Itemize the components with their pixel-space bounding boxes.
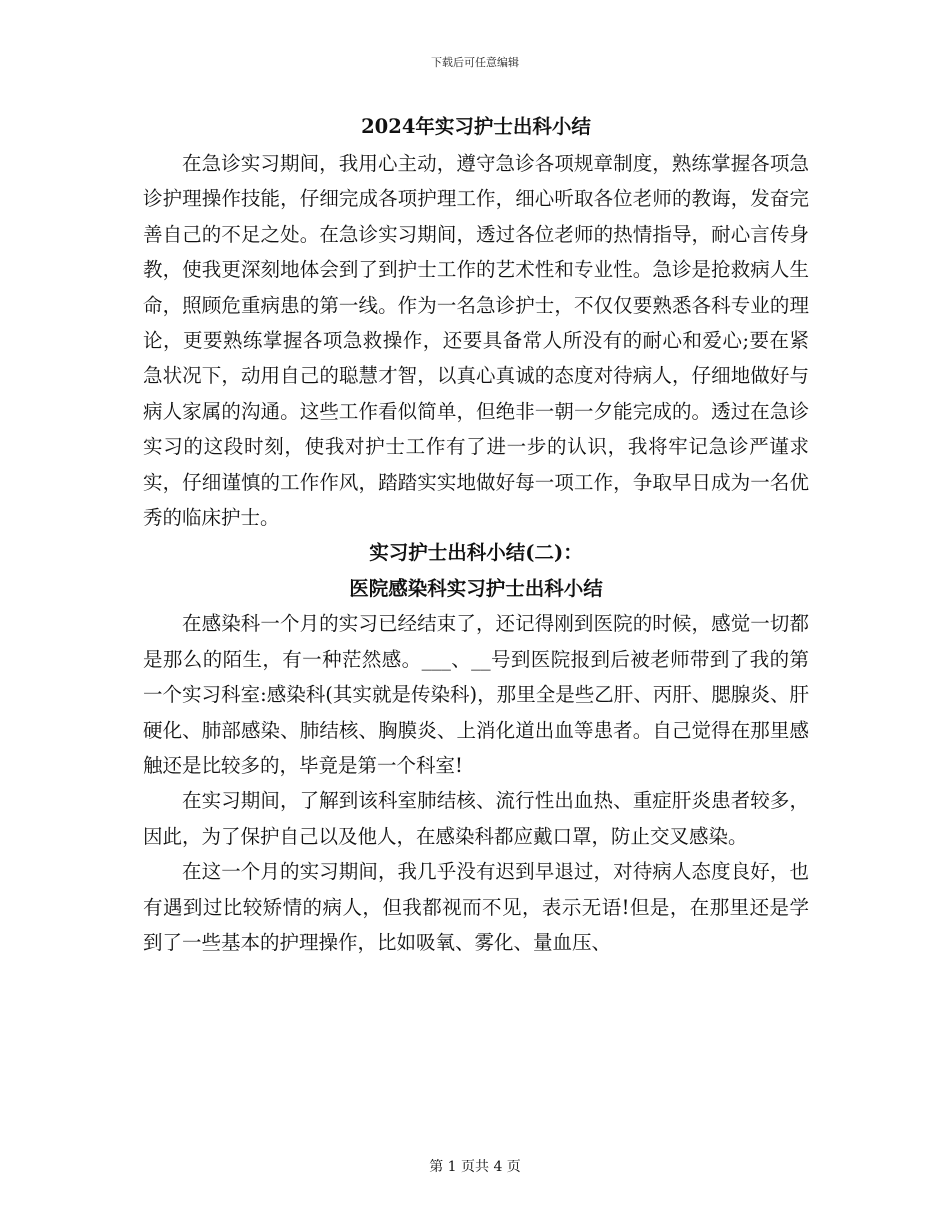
header-note: 下载后可任意编辑 [431,56,519,69]
section-2-title: 实习护士出科小结(二)： [369,541,583,565]
section-2-paragraph-2: 在实习期间，了解到该科室肺结核、流行性出血热、重症肝炎患者较多，因此，为了保护自己以及他人，在感染科都应戴口罩，防止交叉感染。 [143,789,809,848]
page-number: 第 1 页共 4 页 [429,1159,521,1175]
section-2-subtitle: 医院感染科实习护士出科小结 [349,576,603,600]
document-body [143,112,809,960]
section-2-paragraph-3: 在这一个月的实习期间，我几乎没有迟到早退过，对待病人态度良好，也有遇到过比较矫情的病人，但我都视而不见，表示无语!但是，在那里还是学到了一些基本的护理操作，比如吸氧、雾化、量血压、 [143,860,809,954]
document-title: 2024年实习护士出科小结 [361,115,591,138]
section-2-paragraph-1: 在感染科一个月的实习已经结束了，还记得刚到医院的时候，感觉一切都是那么的陌生，有一种茫然感。___、__号到医院报到后被老师带到了我的第一个实习科室:感染科(其实就是传染科)，那里全是些乙肝、丙肝、腮腺炎、肝硬化、肺部感染、肺结核、胸膜炎、上消化道出血等患者。自己觉得在那里感触还是比较多的，毕竟是第一个科室! [143,612,809,777]
paragraph-1: 在急诊实习期间，我用心主动，遵守急诊各项规章制度，熟练掌握各项急诊护理操作技能，仔细完成各项护理工作，细心听取各位老师的教诲，发奋完善自己的不足之处。在急诊实习期间，透过各位老师的热情指导，耐心言传身教，使我更深刻地体会到了到护士工作的艺术性和专业性。急诊是抢救病人生命，照顾危重病患的第一线。作为一名急诊护士，不仅仅要熟悉各科专业的理论，更要熟练掌握各项急救操作，还要具备常人所没有的耐心和爱心;要在紧急状况下，动用自己的聪慧才智，以真心真诚的态度对待病人，仔细地做好与病人家属的沟通。这些工作看似简单，但绝非一朝一夕能完成的。透过在急诊实习的这段时刻，使我对护士工作有了进一步的认识，我将牢记急诊严谨求实，仔细谨慎的工作作风，踏踏实实地做好每一项工作，争取早日成为一名优秀的临床护士。 [143,152,809,530]
